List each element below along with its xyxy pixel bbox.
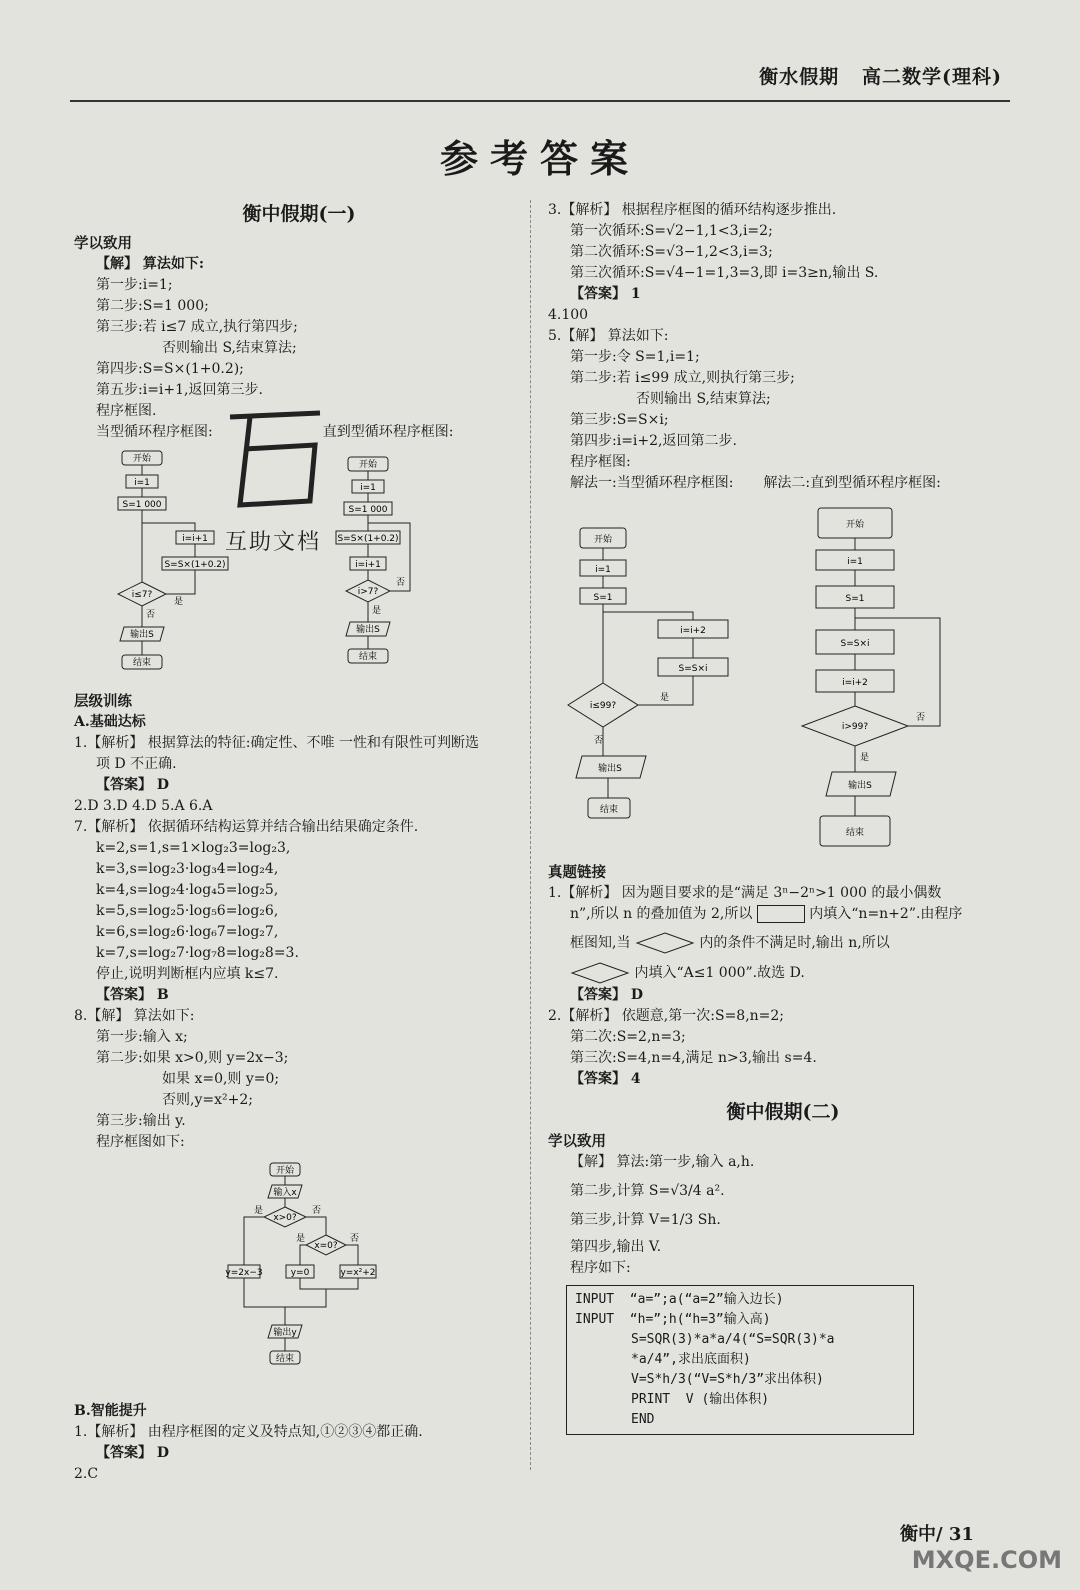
section-title-2: 衡中假期(二) (726, 1101, 840, 1123)
subsection-xueyizhiyong: 学以致用 (74, 235, 132, 252)
code-line: INPUT “h=”;h(“h=3”输入高) (575, 1312, 771, 1327)
fc-cond: i>99? (841, 722, 869, 732)
watermark-stamp (220, 405, 340, 525)
text-line: 1.【解析】 因为题目要求的是“满足 3ⁿ−2ⁿ>1 000 的最小偶数 (548, 885, 942, 901)
text-line: 第三次:S=4,n=4,满足 n>3,输出 s=4. (570, 1050, 817, 1066)
text-fragment: 内填入“n=n+2”.由程序 (809, 906, 963, 922)
text-line: 【答案】 D (96, 777, 170, 793)
subsection-cengjixunlian: 层级训练 (74, 693, 132, 710)
fc-update-s: S=S×(1+0.2) (337, 534, 399, 544)
text-line: 2.D 3.D 4.D 5.A 6.A (74, 798, 213, 814)
text-line: 第三次循环:S=√4−1=1,3=3,即 i=3≥n,输出 S. (570, 265, 879, 281)
text-line: 【答案】 D (570, 987, 644, 1003)
text-line: 否则输出 S,结束算法; (162, 340, 297, 356)
text-line: 第一步:输入 x; (96, 1029, 188, 1045)
fc-yes: 是 (660, 693, 670, 703)
text-line (548, 931, 1018, 955)
fc-no: 否 (312, 1206, 322, 1216)
text-line: 第三步:若 i≤7 成立,执行第四步; (96, 319, 298, 335)
right-column (548, 200, 1018, 1435)
fc-init-i: i=1 (595, 565, 611, 575)
code-line: *a/4”,求出底面积) (631, 1352, 751, 1367)
code-line: END (631, 1412, 655, 1427)
text-line: 项 D 不正确. (96, 756, 177, 772)
text-line: 【解】 算法如下: (96, 256, 205, 272)
text-line: 7.【解析】 依据循环结构运算并结合输出结果确定条件. (74, 819, 419, 835)
fc-output: 输出S (598, 764, 622, 774)
fc-init-i: i=1 (847, 557, 863, 567)
fc-inc-i: i=i+2 (842, 678, 868, 688)
label-method-1: 解法一:当型循环程序框图: (570, 475, 734, 491)
text-line: 否则输出 S,结束算法; (636, 391, 771, 407)
fc-inc-i: i=i+1 (182, 534, 208, 544)
fc-no: 否 (594, 736, 604, 746)
page-number: 衡中/ 31 (900, 1524, 974, 1545)
header-book: 衡水假期 (759, 66, 840, 88)
text-line: 第一步:i=1; (96, 277, 173, 293)
program-code-box (566, 1285, 914, 1435)
subsection-b: B.智能提升 (74, 1403, 147, 1419)
fc-y-a: y=2x−3 (225, 1268, 263, 1278)
code-line: INPUT “a=”;a(“a=2”输入边长) (575, 1292, 784, 1307)
page-header (759, 62, 1002, 89)
text-line: 第三步:S=S×i; (570, 412, 669, 428)
text-line: 程序框图如下: (96, 1134, 185, 1150)
fc-start: 开始 (593, 535, 613, 545)
label-method-2: 解法二:直到型循环程序框图: (763, 475, 941, 491)
text-line: 第二次循环:S=√3−1,2<3,i=3; (570, 244, 773, 260)
text-line: 第二步:若 i≤99 成立,则执行第三步; (570, 370, 795, 386)
fc-update-s: S=S×(1+0.2) (164, 560, 226, 570)
fc-start: 开始 (275, 1166, 295, 1176)
fc-end: 结束 (358, 652, 378, 662)
text-line: k=3,s=log₂3·log₃4=log₂4, (96, 861, 279, 877)
fc-start: 开始 (132, 454, 152, 464)
fc-output: 输出S (130, 630, 154, 640)
subsection-xueyizhiyong-2: 学以致用 (548, 1133, 606, 1150)
text-line: 【答案】 B (96, 987, 169, 1003)
fc-no: 否 (396, 578, 406, 588)
text-line: 第一步:令 S=1,i=1; (570, 349, 700, 365)
decision-diamond-shape (570, 961, 630, 985)
text-line: 否则,y=x²+2; (162, 1092, 253, 1108)
fc-init-s: S=1 000 (348, 505, 388, 515)
fc-y-c: y=x²+2 (340, 1268, 376, 1278)
fc-output: 输出S (356, 625, 380, 635)
text-line: 8.【解】 算法如下: (74, 1008, 195, 1024)
fc-yes: 是 (296, 1234, 306, 1244)
header-subject: 高二数学(理科) (862, 66, 1002, 88)
text-line (548, 904, 1018, 925)
fc-cond: x=0? (314, 1241, 338, 1251)
label-while-loop: 当型循环程序框图: (96, 424, 213, 440)
label-until-loop: 直到型循环程序框图: (322, 424, 454, 440)
text-fragment: 内的条件不满足时,输出 n,所以 (699, 935, 890, 951)
fc-end: 结束 (845, 828, 865, 838)
text-line: 1.【解析】 根据算法的特征:确定性、不唯 一性和有限性可判断选 (74, 735, 479, 751)
fc-output: 输出y (273, 1328, 297, 1338)
fc-start: 开始 (358, 460, 378, 470)
fc-cond: x>0? (273, 1213, 297, 1223)
header-rule (70, 100, 1010, 102)
text-line: k=2,s=1,s=1×log₂3=log₂3, (96, 840, 291, 856)
text-line: 第二步,计算 S=√3/4 a². (570, 1183, 725, 1199)
fc-yes: 是 (860, 753, 870, 763)
text-line: 2.【解析】 依题意,第一次:S=8,n=2; (548, 1008, 785, 1024)
section-title-1: 衡中假期(一) (242, 203, 356, 225)
text-line: 程序如下: (570, 1260, 631, 1276)
fc-init-s: S=1 (845, 594, 865, 604)
flowchart-3 (548, 498, 1008, 858)
fc-yes: 是 (174, 597, 184, 607)
text-line: 2.C (74, 1466, 99, 1482)
column-divider (530, 200, 531, 1470)
text-line: 如果 x=0,则 y=0; (162, 1071, 280, 1087)
text-line: 【解】 算法:第一步,输入 a,h. (570, 1154, 755, 1170)
text-fragment: 内填入“A≤1 000”.故选 D. (634, 965, 805, 981)
process-box-shape (757, 905, 805, 923)
subsection-zhenti: 真题链接 (548, 864, 606, 881)
fc-init-i: i=1 (134, 478, 150, 488)
text-line: 第二步:S=1 000; (96, 298, 209, 314)
fc-output: 输出S (848, 781, 872, 791)
site-logo: MXQE.COM (911, 1546, 1062, 1574)
text-line: 3.【解析】 根据程序框图的循环结构逐步推出. (548, 202, 837, 218)
subsection-a: A.基础达标 (74, 714, 146, 730)
text-line: 第四步:i=i+2,返回第二步. (570, 433, 737, 449)
text-line: 【答案】 1 (570, 286, 641, 302)
fc-end: 结束 (132, 658, 152, 668)
fc-init-i: i=1 (360, 483, 376, 493)
text-line: k=7,s=log₂7·log₇8=log₂8=3. (96, 945, 299, 961)
text-line (548, 473, 1018, 494)
text-line: 第三步:输出 y. (96, 1113, 186, 1129)
left-column (74, 200, 524, 1485)
page-title: 参考答案 (439, 136, 640, 181)
text-line: 程序框图: (570, 454, 631, 470)
text-fragment: 框图知,当 (570, 935, 631, 951)
fc-cond: i≤99? (589, 701, 617, 711)
code-line: V=S*h/3(“V=S*h/3”求出体积) (631, 1372, 824, 1387)
fc-input: 输入x (273, 1188, 297, 1198)
text-line: k=6,s=log₂6·log₆7=log₂7, (96, 924, 279, 940)
fc-end: 结束 (275, 1354, 295, 1364)
fc-yes: 是 (372, 606, 382, 616)
text-line: 第二步:如果 x>0,则 y=2x−3; (96, 1050, 289, 1066)
text-line: 停止,说明判断框内应填 k≤7. (96, 966, 279, 982)
text-line: 第一次循环:S=√2−1,1<3,i=2; (570, 223, 773, 239)
fc-start: 开始 (845, 520, 865, 530)
text-fragment: n”,所以 n 的叠加值为 2,所以 (570, 906, 753, 922)
text-line: 第四步,输出 V. (570, 1239, 662, 1255)
fc-update-s: S=S×i (678, 664, 708, 674)
text-line: 4.100 (548, 307, 589, 323)
text-line: 第三步,计算 V=1/3 Sh. (570, 1212, 721, 1228)
text-line: 程序框图. (96, 403, 157, 419)
code-line: PRINT V (输出体积) (631, 1392, 770, 1407)
fc-cond: i≤7? (131, 590, 153, 600)
text-line: 5.【解】 算法如下: (548, 328, 669, 344)
decision-diamond-shape (635, 931, 695, 955)
fc-inc-i: i=i+1 (355, 560, 381, 570)
watermark-text: 互助文档 (225, 530, 322, 555)
fc-end: 结束 (599, 805, 619, 815)
fc-no: 否 (350, 1234, 360, 1244)
flowchart-2 (74, 1157, 514, 1397)
text-line: 第四步:S=S×(1+0.2); (96, 361, 244, 377)
fc-update-s: S=S×i (840, 639, 870, 649)
text-line: k=4,s=log₂4·log₄5=log₂5, (96, 882, 279, 898)
text-line: 第二次:S=2,n=3; (570, 1029, 686, 1045)
text-line: k=5,s=log₂5·log₅6=log₂6, (96, 903, 279, 919)
fc-y-b: y=0 (290, 1268, 310, 1278)
fc-init-s: S=1 000 (122, 500, 162, 510)
fc-inc-i: i=i+2 (680, 626, 706, 636)
text-line: 1.【解析】 由程序框图的定义及特点知,①②③④都正确. (74, 1424, 423, 1440)
fc-yes: 是 (254, 1206, 264, 1216)
text-line: 【答案】 4 (570, 1071, 641, 1087)
fc-no: 否 (146, 610, 156, 620)
fc-no: 否 (916, 713, 926, 723)
text-line: 【答案】 D (96, 1445, 170, 1461)
code-line: S=SQR(3)*a*a/4(“S=SQR(3)*a (631, 1332, 835, 1347)
fc-cond: i>7? (357, 587, 379, 597)
text-line (548, 961, 1018, 985)
text-line: 第五步:i=i+1,返回第三步. (96, 382, 263, 398)
fc-init-s: S=1 (593, 593, 613, 603)
